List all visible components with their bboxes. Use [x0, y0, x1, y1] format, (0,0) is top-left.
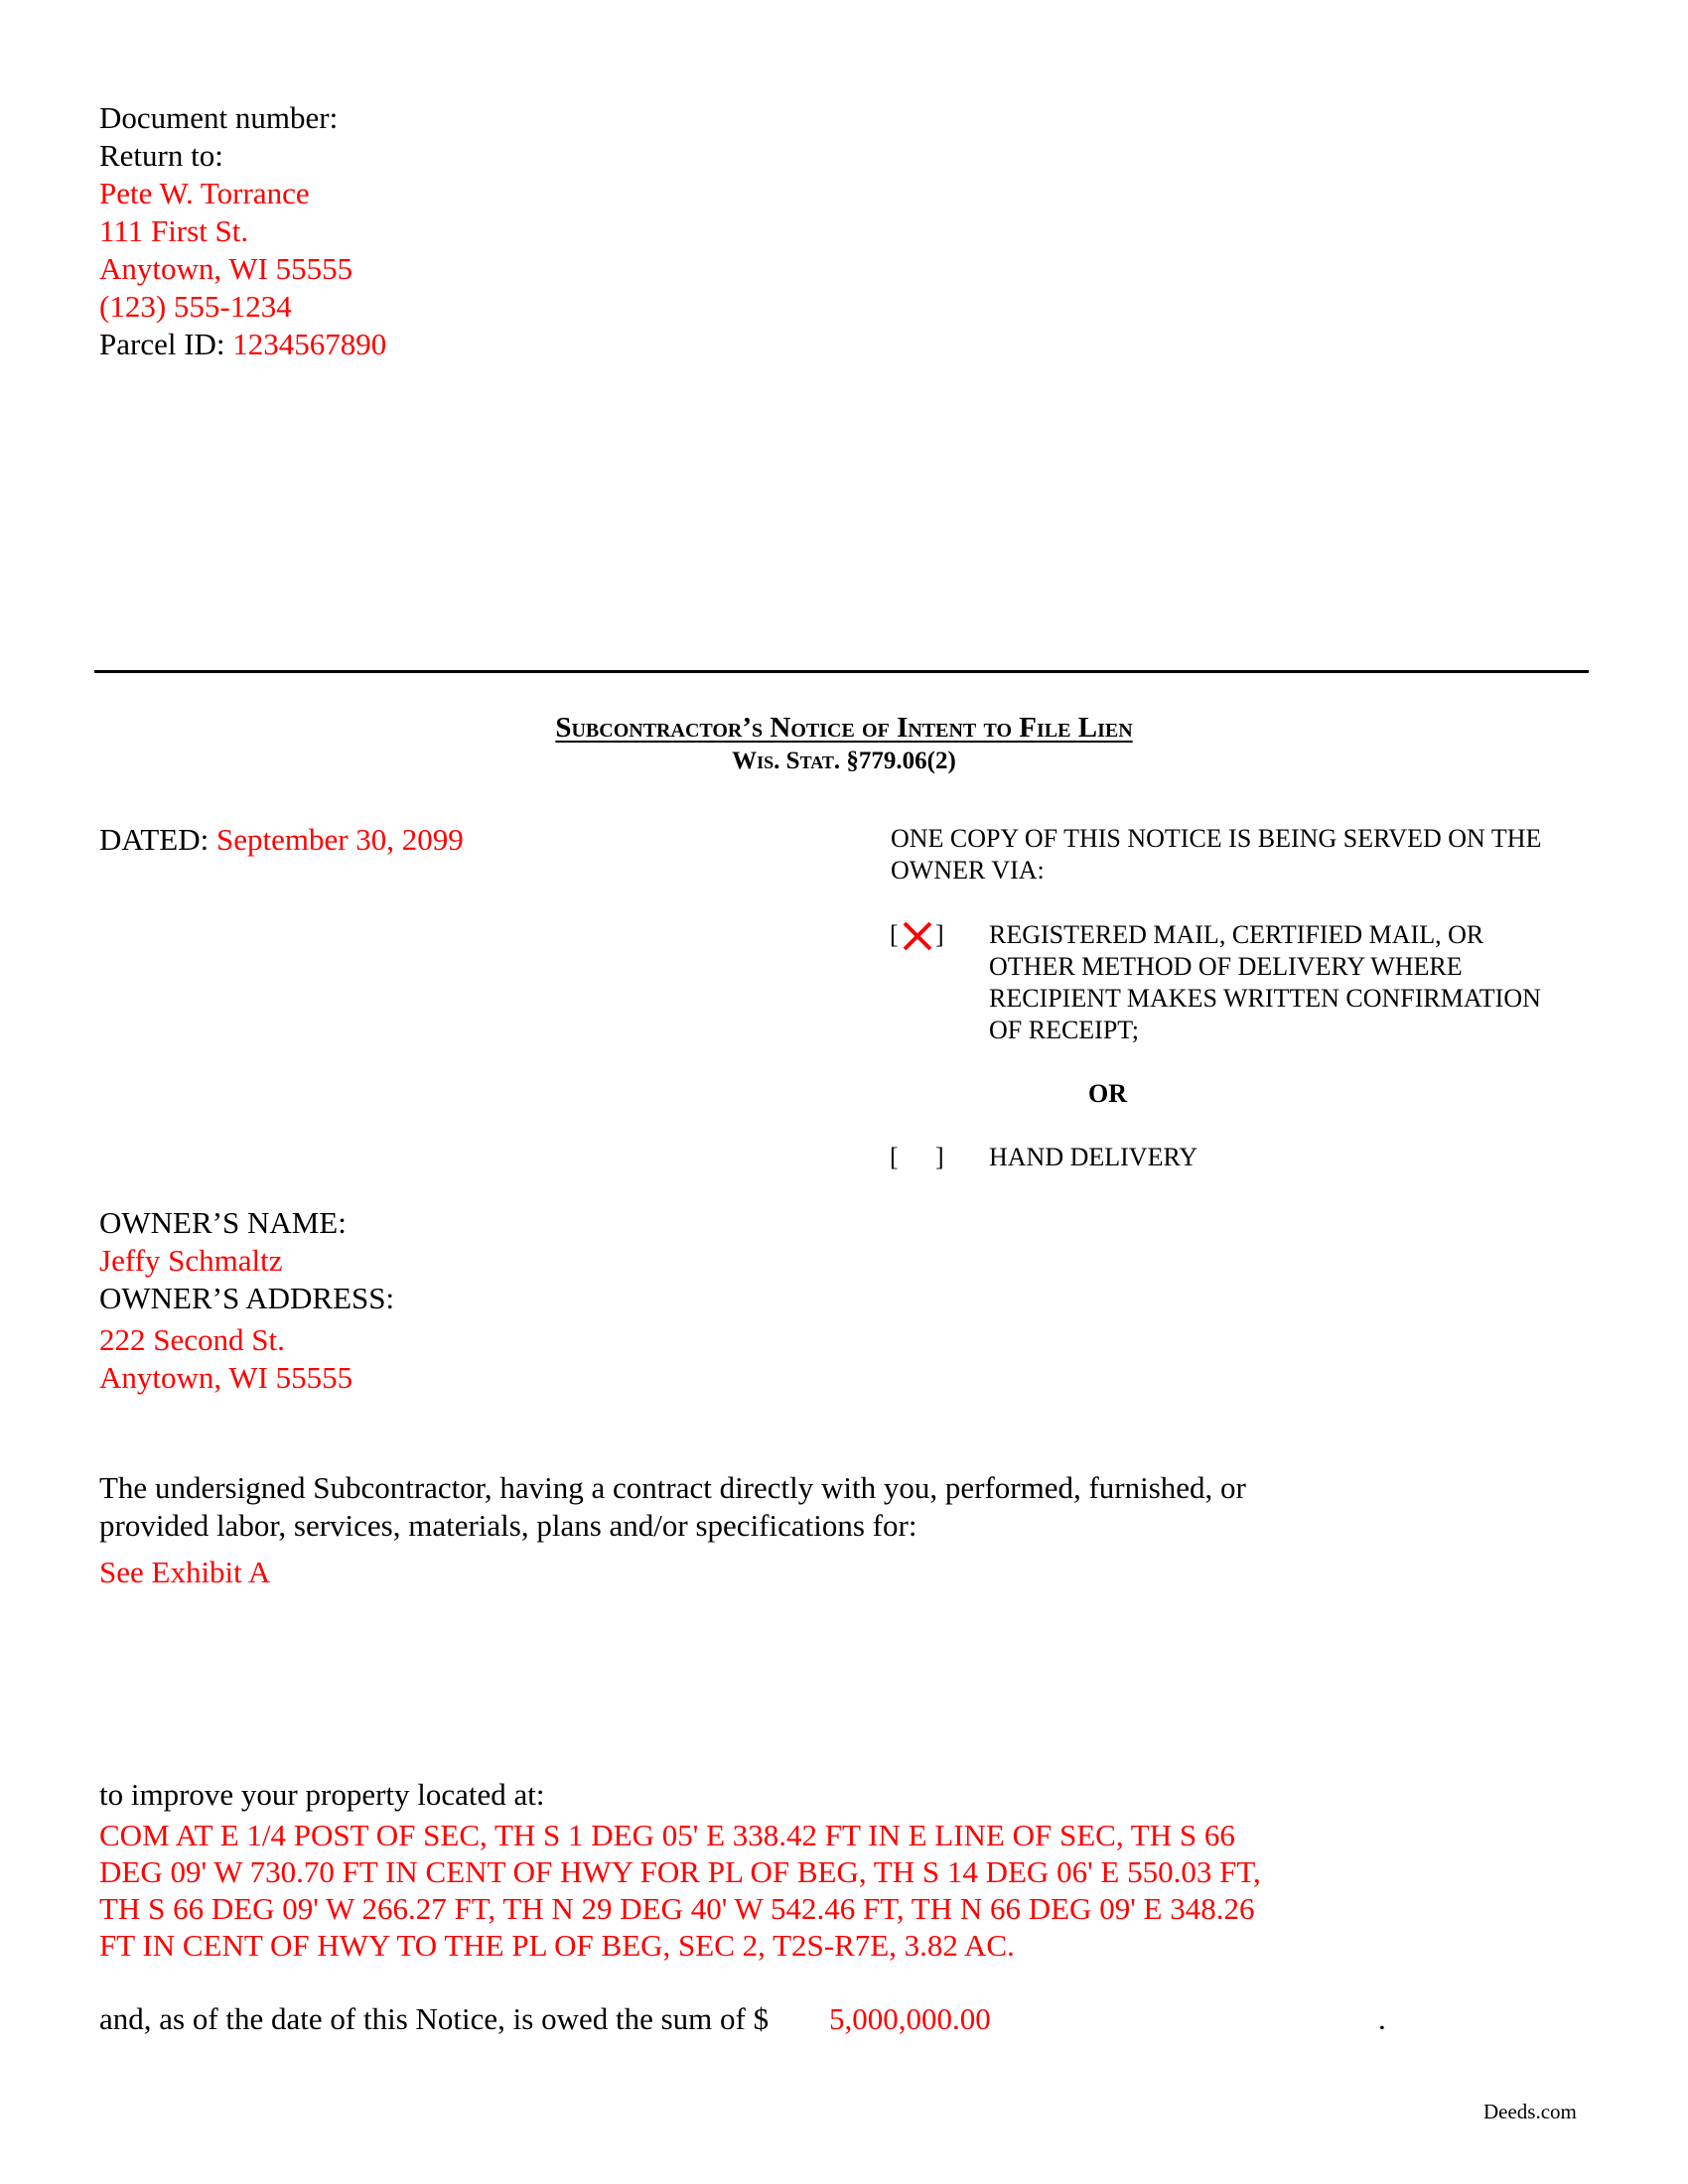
owner-address-label: OWNER’S ADDRESS:	[99, 1281, 395, 1315]
service-intro-line1: ONE COPY OF THIS NOTICE IS BEING SERVED ON THE	[891, 824, 1542, 853]
return-city: Anytown, WI 55555	[99, 251, 353, 286]
owed-text: and, as of the date of this Notice, is owed the sum of $	[99, 2001, 770, 2036]
statute-reference: Wis. Stat. §779.06(2)	[732, 748, 956, 774]
checkbox-close-bracket: ]	[935, 1143, 944, 1171]
option2-label: HAND DELIVERY	[989, 1143, 1198, 1171]
document-title	[0, 711, 1688, 745]
parcel-id: 1234567890	[232, 327, 387, 361]
document-number-label: Document number:	[99, 100, 339, 135]
checked-x-icon	[902, 920, 933, 952]
option1-line1: REGISTERED MAIL, CERTIFIED MAIL, OR	[989, 920, 1484, 949]
dated-label: DATED:	[99, 822, 210, 857]
or-label: OR	[1088, 1079, 1127, 1108]
property-intro: to improve your property located at:	[99, 1777, 545, 1812]
legal-line: DEG 09' W 730.70 FT IN CENT OF HWY FOR PL OF BEG, TH S 14 DEG 06' E 550.03 FT,	[99, 1854, 1261, 1889]
legal-line: FT IN CENT OF HWY TO THE PL OF BEG, SEC 2, T2S-R7E, 3.82 AC.	[99, 1928, 1015, 1963]
return-to-block	[99, 99, 386, 363]
document-title-text: Subcontractor’s Notice of Intent to File Lien	[555, 712, 1133, 744]
legal-line: COM AT E 1/4 POST OF SEC, TH S 1 DEG 05' E 338.42 FT IN E LINE OF SEC, TH S 66	[99, 1818, 1235, 1852]
option1-line4: OF RECEIPT;	[989, 1016, 1139, 1044]
legal-line: TH S 66 DEG 09' W 266.27 FT, TH N 29 DEG 40' W 542.46 FT, TH N 66 DEG 09' E 348.26	[99, 1891, 1255, 1926]
parcel-line	[99, 326, 386, 363]
return-street: 111 First St.	[99, 213, 249, 248]
owner-street: 222 Second St.	[99, 1322, 285, 1357]
owner-name: Jeffy Schmaltz	[99, 1243, 283, 1278]
dated-value: September 30, 2099	[215, 822, 464, 857]
option1-line2: OTHER METHOD OF DELIVERY WHERE	[989, 952, 1463, 981]
parcel-label: Parcel ID:	[99, 327, 225, 361]
body-paragraph-line2: provided labor, services, materials, plans and/or specifications for:	[99, 1508, 917, 1543]
section-divider	[94, 670, 1589, 673]
dated-line	[99, 821, 464, 859]
return-name: Pete W. Torrance	[99, 176, 310, 210]
return-to-label: Return to:	[99, 138, 223, 173]
owed-end-period: .	[1378, 2001, 1386, 2036]
checkbox-open-bracket: [	[890, 920, 899, 949]
owner-name-label: OWNER’S NAME:	[99, 1205, 347, 1240]
legal-description	[99, 1817, 1261, 1964]
brand-footer: Deeds.com	[1483, 2100, 1577, 2123]
checkbox-open-bracket: [	[890, 1143, 899, 1171]
service-intro-line2: OWNER VIA:	[891, 856, 1045, 885]
work-description: See Exhibit A	[99, 1555, 271, 1589]
body-paragraph-line1: The undersigned Subcontractor, having a contract directly with you, performed, furnished, or	[99, 1470, 1246, 1505]
owed-amount: 5,000,000.00	[829, 2001, 991, 2036]
owner-city: Anytown, WI 55555	[99, 1360, 353, 1395]
checkbox-close-bracket: ]	[935, 920, 944, 949]
option1-line3: RECIPIENT MAKES WRITTEN CONFIRMATION	[989, 984, 1541, 1013]
return-phone: (123) 555-1234	[99, 289, 292, 324]
